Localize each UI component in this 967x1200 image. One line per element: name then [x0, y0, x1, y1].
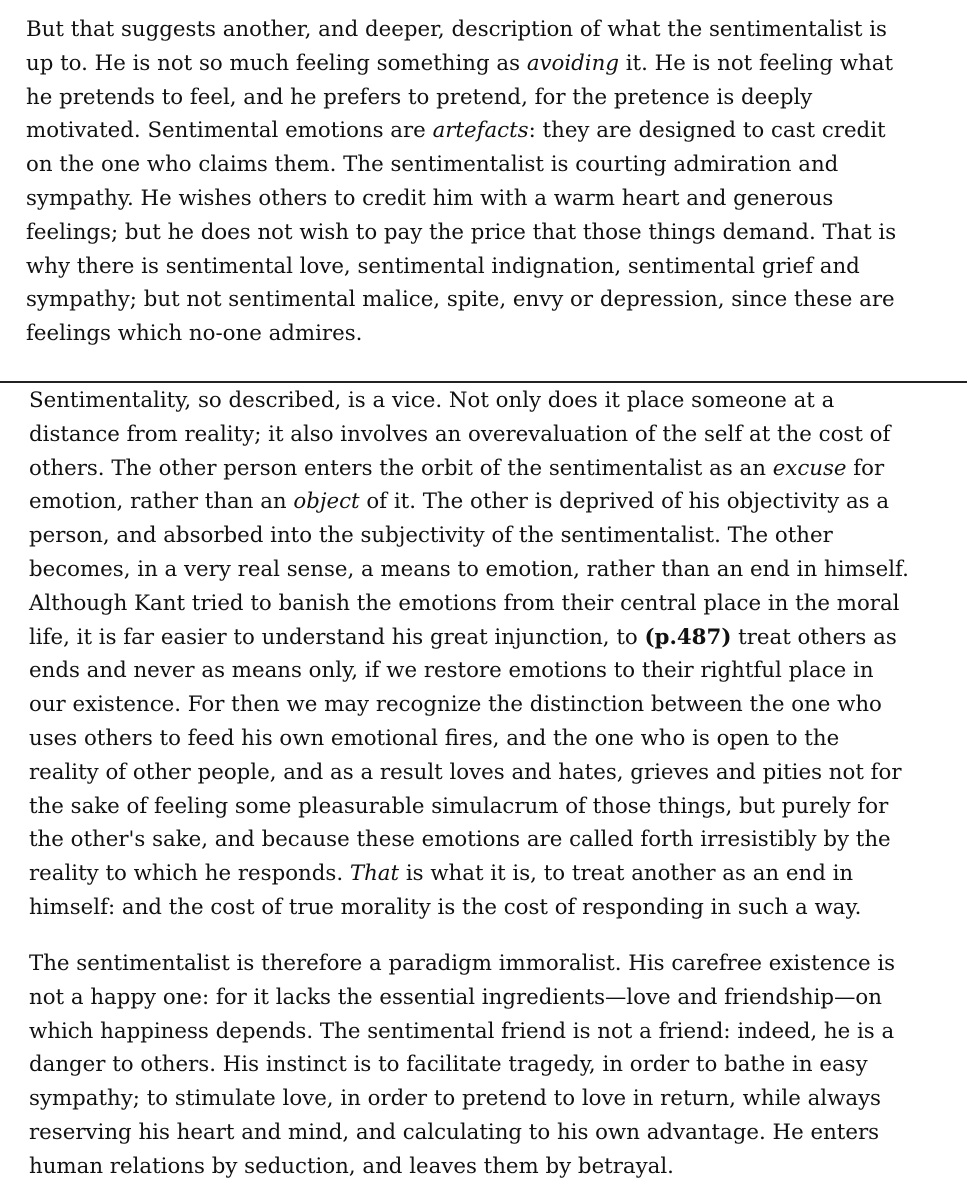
text-line: ends and never as means only, if we restore emotions to their rightful place in — [29, 658, 874, 684]
text-line: why there is sentimental love, sentimental indignation, sentimental grief and — [26, 253, 860, 279]
text-run: is what it is, to treat another as an end in — [399, 861, 854, 887]
page-divider — [0, 381, 967, 383]
text-run: reality to which he responds. — [29, 861, 350, 887]
emphasis-excuse: excuse — [772, 455, 847, 481]
emphasis-avoiding: avoiding — [526, 50, 619, 76]
text-run: of it. The other is deprived of his objectivity as a — [359, 489, 890, 515]
text-line: sympathy. He wishes others to credit him with a warm heart and generous — [26, 185, 834, 211]
text-line: person, and absorbed into the subjectivity of the sentimentalist. The other — [29, 523, 833, 549]
text-line: sympathy; to stimulate love, in order to pretend to love in return, while always — [29, 1086, 881, 1112]
emphasis-artefacts: artefacts — [432, 118, 529, 144]
text-run: life, it is far easier to understand his great injunction, to — [29, 624, 645, 650]
text-line: not a happy one: for it lacks the essential ingredients—love and friendship—on — [29, 984, 882, 1010]
text-line — [29, 452, 909, 486]
paragraph-2 — [29, 384, 909, 925]
text-line: himself: and the cost of true morality is the cost of responding in such a way. — [29, 894, 862, 920]
text-line: the other's sake, and because these emotions are called forth irresistibly by the — [29, 827, 891, 853]
text-run: : they are designed to cast credit — [528, 118, 886, 144]
emphasis-that: That — [349, 861, 400, 887]
text-run: it. He is not feeling what — [618, 50, 893, 76]
text-run: treat others as — [731, 624, 897, 650]
text-line: Although Kant tried to banish the emotions from their central place in the moral — [29, 590, 900, 616]
text-line: feelings; but he does not wish to pay the price that those things demand. That is — [26, 219, 897, 245]
text-line: reality of other people, and as a result loves and hates, grieves and pities not for — [29, 759, 902, 785]
text-line — [29, 485, 909, 519]
text-line: The sentimentalist is therefore a paradigm immoralist. His carefree existence is — [29, 951, 896, 976]
text-line: he pretends to feel, and he prefers to pretend, for the pretence is deeply — [26, 84, 813, 110]
text-run: motivated. Sentimental emotions are — [26, 118, 433, 144]
text-line: sympathy; but not sentimental malice, spite, envy or depression, since these are — [26, 287, 895, 313]
paragraph-1 — [26, 13, 896, 351]
text-run: emotion, rather than an — [29, 489, 294, 515]
text-line — [29, 621, 909, 655]
text-line: danger to others. His instinct is to facilitate tragedy, in order to bathe in easy — [29, 1052, 868, 1078]
text-line: Sentimentality, so described, is a vice. Not only does it place someone at a — [29, 388, 835, 413]
text-run: for — [846, 455, 885, 481]
paragraph-3 — [29, 947, 895, 1184]
text-line: uses others to feed his own emotional fires, and the one who is open to the — [29, 725, 840, 751]
text-line — [26, 114, 896, 148]
text-run: others. The other person enters the orbit of the sentimentalist as an — [29, 455, 773, 481]
text-line: becomes, in a very real sense, a means to emotion, rather than an end in himself. — [29, 556, 909, 582]
text-line: distance from reality; it also involves an overevaluation of the self at the cost of — [29, 421, 891, 447]
text-line: human relations by seduction, and leaves them by betrayal. — [29, 1153, 674, 1179]
text-line: reserving his heart and mind, and calculating to his own advantage. He enters — [29, 1119, 880, 1145]
text-line: But that suggests another, and deeper, description of what the sentimentalist is — [26, 17, 887, 42]
text-line: the sake of feeling some pleasurable simulacrum of those things, but purely for — [29, 793, 889, 819]
text-line — [29, 857, 909, 891]
text-line: which happiness depends. The sentimental friend is not a friend: indeed, he is a — [29, 1018, 895, 1044]
text-line: feelings which no-one admires. — [26, 321, 363, 347]
emphasis-object: object — [293, 489, 360, 515]
text-line: our existence. For then we may recognize the distinction between the one who — [29, 692, 882, 718]
page-reference: (p.487) — [644, 624, 732, 650]
text-line — [26, 47, 896, 81]
text-run: up to. He is not so much feeling something as — [26, 50, 527, 76]
text-line: on the one who claims them. The sentimentalist is courting admiration and — [26, 152, 839, 178]
